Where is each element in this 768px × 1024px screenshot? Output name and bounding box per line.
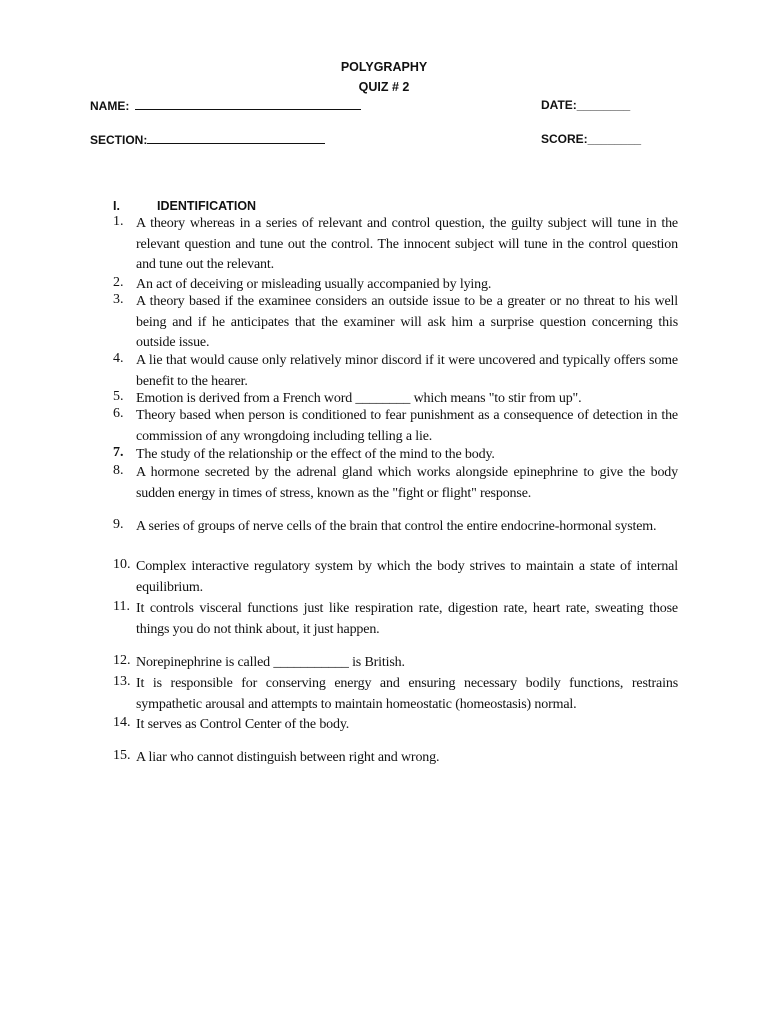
question-item-15: [113, 748, 678, 769]
question-text: A lie that would cause only relatively minor discord if it were uncovered and typically offers some benefit to the hearer.: [136, 353, 678, 389]
section-label: SECTION:: [90, 133, 148, 147]
question-text: Emotion is derived from a French word ________ which means "to stir from up".: [136, 391, 582, 406]
question-text: A theory whereas in a series of relevant and control question, the guilty subject will tune in the relevant question and tune out the control. The innocent subject will tune in the control question and tune out the relevant.: [136, 216, 678, 272]
question-number: 5.: [113, 389, 124, 404]
question-item-6: [113, 406, 678, 447]
quiz-number: QUIZ # 2: [358, 80, 410, 94]
question-number: 2.: [113, 275, 124, 290]
date-label: DATE:________: [541, 98, 631, 112]
question-item-8: [113, 463, 678, 504]
question-number: 7.: [113, 445, 124, 460]
question-text: It is responsible for conserving energy and ensuring necessary bodily functions, restrains sympathetic arousal and attempts to maintain homeostatic (homeostasis) normal.: [136, 676, 678, 712]
question-number: 1.: [113, 214, 124, 229]
question-item-12: [113, 653, 678, 674]
question-item-13: [113, 674, 678, 715]
question-text: Complex interactive regulatory system by which the body strives to maintain a state of internal equilibrium.: [136, 559, 678, 595]
name-blank-line[interactable]: [135, 98, 361, 110]
question-item-4: [113, 351, 678, 392]
quiz-title: POLYGRAPHY: [340, 60, 428, 74]
question-item-10: [113, 557, 678, 598]
question-text: Norepinephrine is called ___________ is British.: [136, 655, 405, 670]
question-text: It controls visceral functions just like respiration rate, digestion rate, heart rate, sweating those things you do not think about, it just happen.: [136, 601, 678, 637]
question-text: A liar who cannot distinguish between right and wrong.: [136, 750, 440, 765]
question-number: 8.: [113, 463, 124, 478]
question-item-14: [113, 715, 678, 736]
section-blank-line[interactable]: [147, 132, 325, 144]
section-title: IDENTIFICATION: [157, 199, 257, 213]
question-item-9: [113, 517, 678, 538]
question-item-3: [113, 292, 678, 354]
question-number: 3.: [113, 292, 124, 307]
question-number: 13.: [113, 674, 131, 689]
question-text: A series of groups of nerve cells of the brain that control the entire endocrine-hormonal system.: [136, 519, 657, 534]
question-text: The study of the relationship or the effect of the mind to the body.: [136, 447, 495, 462]
name-field[interactable]: [90, 98, 361, 113]
section-field[interactable]: [90, 132, 325, 147]
question-number: 9.: [113, 517, 124, 532]
question-number: 4.: [113, 351, 124, 366]
question-item-11: [113, 599, 678, 640]
question-text: An act of deceiving or misleading usually accompanied by lying.: [136, 277, 492, 292]
question-number: 12.: [113, 653, 131, 668]
question-text: It serves as Control Center of the body.: [136, 717, 350, 732]
question-number: 11.: [113, 599, 130, 614]
date-field[interactable]: [541, 98, 630, 112]
question-item-1: [113, 214, 678, 276]
question-number: 10.: [113, 557, 131, 572]
question-text: A hormone secreted by the adrenal gland which works alongside epinephrine to give the body sudden energy in times of stress, known as the "fight or flight" response.: [136, 465, 678, 501]
section-heading: [113, 199, 256, 213]
question-text: A theory based if the examinee considers an outside issue to be a greater or no threat to his well being and if he anticipates that the examiner will ask him a surprise question concerning this outside issue.: [136, 294, 678, 350]
question-number: 15.: [113, 748, 131, 763]
question-number: 14.: [113, 715, 131, 730]
score-field[interactable]: [541, 132, 641, 146]
name-label: NAME:: [90, 99, 130, 113]
question-number: 6.: [113, 406, 124, 421]
question-text: Theory based when person is conditioned to fear punishment as a consequence of detection in the commission of any wrongdoing including telling a lie.: [136, 408, 678, 444]
score-label: SCORE:________: [541, 132, 642, 146]
section-number: I.: [113, 199, 120, 213]
